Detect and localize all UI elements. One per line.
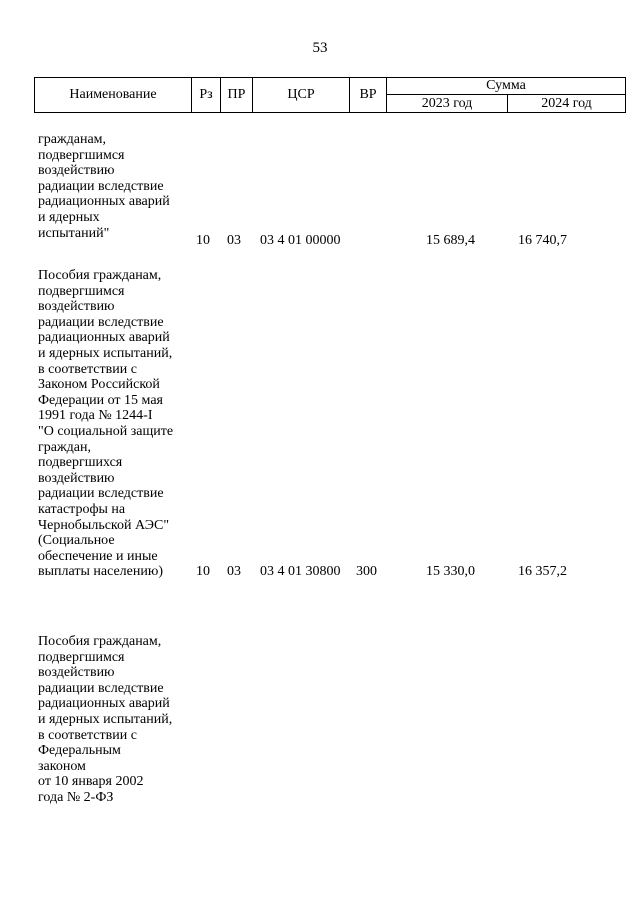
header-rz: Рз <box>192 78 221 113</box>
name-line: в соответствии с <box>38 727 137 743</box>
name-line: Пособия гражданам, <box>38 268 162 283</box>
name-line: подвергшимся <box>38 147 125 163</box>
row-vr: 300 <box>356 564 377 579</box>
header-year-2023: 2023 год <box>387 95 508 113</box>
header-csr: ЦСР <box>253 78 350 113</box>
name-line: и ядерных испытаний, <box>38 345 173 361</box>
name-line: Законом Российской <box>38 377 160 393</box>
name-line: воздействию <box>38 299 115 315</box>
name-line: радиации вследствие <box>38 486 164 502</box>
row-pr: 03 <box>227 564 241 579</box>
row-sum-2023: 15 330,0 <box>426 564 475 579</box>
header-name: Наименование <box>35 78 192 113</box>
table-row <box>0 268 640 634</box>
row-csr: 03 4 01 30800 <box>260 564 341 579</box>
row-csr: 03 4 01 00000 <box>260 233 341 248</box>
name-line: радиации вследствие <box>38 680 164 696</box>
name-line: года № 2-ФЗ <box>38 789 114 805</box>
name-line: радиационных аварий <box>38 330 170 346</box>
name-line: обеспечение и иные <box>38 548 158 564</box>
name-line: 1991 года № 1244-I <box>38 408 153 424</box>
name-line: Пособия гражданам, <box>38 634 162 649</box>
header-vr: ВР <box>350 78 387 113</box>
name-line: воздействию <box>38 163 115 179</box>
name-line: подвергшихся <box>38 455 123 471</box>
name-line: гражданам, <box>38 132 107 147</box>
name-line: от 10 января 2002 <box>38 774 144 790</box>
name-line: испытаний" <box>38 225 110 241</box>
name-line: законом <box>38 758 86 774</box>
page-number: 53 <box>312 40 328 56</box>
name-line: воздействию <box>38 470 115 486</box>
budget-table-header <box>34 77 626 113</box>
name-line: и ядерных испытаний, <box>38 711 173 727</box>
name-line: Федеральным <box>38 743 121 759</box>
row-rz: 10 <box>196 564 210 579</box>
row-sum-2024: 16 357,2 <box>518 564 567 579</box>
name-line: подвергшимся <box>38 649 125 665</box>
row-rz: 10 <box>196 233 210 248</box>
row-sum-2023: 15 689,4 <box>426 233 475 248</box>
row-name <box>38 634 198 806</box>
name-line: в соответствии с <box>38 361 137 377</box>
name-line: "О социальной защите <box>38 423 174 439</box>
row-name <box>38 132 198 241</box>
name-line: граждан, <box>38 439 91 455</box>
header-year-2024: 2024 год <box>508 95 626 113</box>
name-line: и ядерных <box>38 209 100 225</box>
name-line: Чернобыльской АЭС" <box>38 517 170 533</box>
name-line: катастрофы на <box>38 501 126 517</box>
name-line: выплаты населению) <box>38 564 163 580</box>
name-line: радиационных аварий <box>38 696 170 712</box>
header-sum: Сумма <box>387 78 626 95</box>
row-sum-2024: 16 740,7 <box>518 233 567 248</box>
name-line: подвергшимся <box>38 283 125 299</box>
budget-table-body <box>0 132 640 834</box>
name-line: (Социальное <box>38 533 115 549</box>
header-pr: ПР <box>221 78 253 113</box>
row-name <box>38 268 198 580</box>
row-pr: 03 <box>227 233 241 248</box>
name-line: радиации вследствие <box>38 178 164 194</box>
table-row <box>0 634 640 834</box>
name-line: радиационных аварий <box>38 194 170 210</box>
name-line: Федерации от 15 мая <box>38 392 163 408</box>
table-row <box>0 132 640 268</box>
name-line: радиации вследствие <box>38 314 164 330</box>
name-line: воздействию <box>38 665 115 681</box>
